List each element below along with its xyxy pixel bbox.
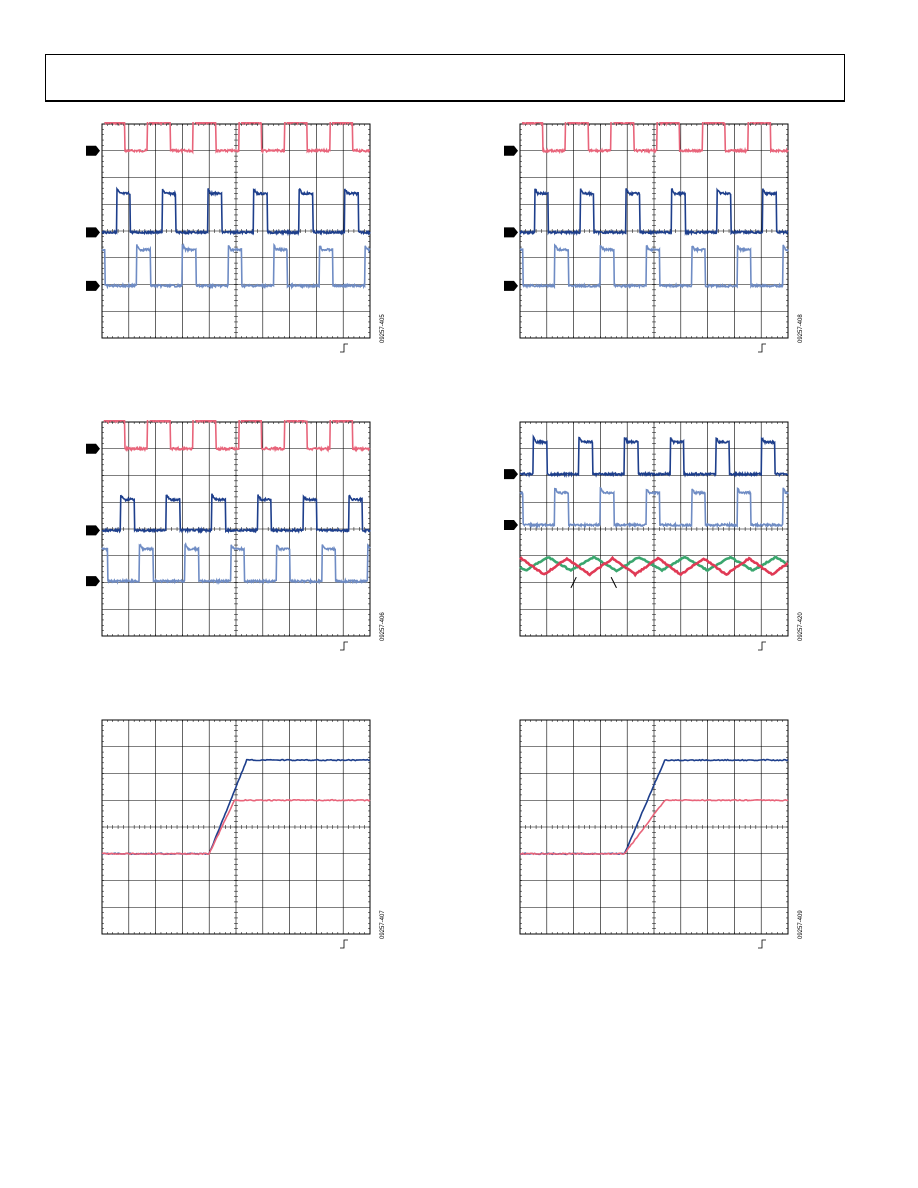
- scope-figure-1: [100, 122, 370, 337]
- figure-id-6: 09257-409: [798, 910, 804, 939]
- channel-marker: [86, 525, 100, 535]
- scope-figure-6: [518, 718, 788, 933]
- figure-id-1: 09257-405: [380, 314, 386, 343]
- trigger-symbol: [758, 344, 766, 352]
- figure-id-3: 09257-406: [380, 612, 386, 641]
- scope-plot-2: [502, 122, 790, 362]
- scope-figure-5: [100, 718, 370, 933]
- channel-marker: [86, 146, 100, 156]
- channel-marker: [86, 281, 100, 291]
- scope-figure-4: [518, 420, 788, 635]
- scope-figure-3: [100, 420, 370, 635]
- channel-marker: [86, 444, 100, 454]
- trigger-symbol: [340, 642, 348, 650]
- scope-plot-5: [84, 718, 372, 958]
- figure-id-5: 09257-407: [380, 910, 386, 939]
- channel-marker: [504, 146, 518, 156]
- scope-plot-6: [502, 718, 790, 958]
- trigger-symbol: [340, 940, 348, 948]
- channel-marker: [504, 469, 518, 479]
- channel-marker: [504, 227, 518, 237]
- channel-marker: [504, 281, 518, 291]
- trigger-symbol: [758, 642, 766, 650]
- figure-id-2: 09257-408: [798, 314, 804, 343]
- scope-figure-2: [518, 122, 788, 337]
- channel-marker: [86, 227, 100, 237]
- trigger-symbol: [758, 940, 766, 948]
- scope-plot-4: [502, 420, 790, 660]
- trigger-symbol: [340, 344, 348, 352]
- scope-plot-1: [84, 122, 372, 362]
- page-header-box: [45, 54, 845, 102]
- figure-id-4: 09257-420: [798, 612, 804, 641]
- channel-marker: [86, 576, 100, 586]
- scope-plot-3: [84, 420, 372, 660]
- channel-marker: [504, 520, 518, 530]
